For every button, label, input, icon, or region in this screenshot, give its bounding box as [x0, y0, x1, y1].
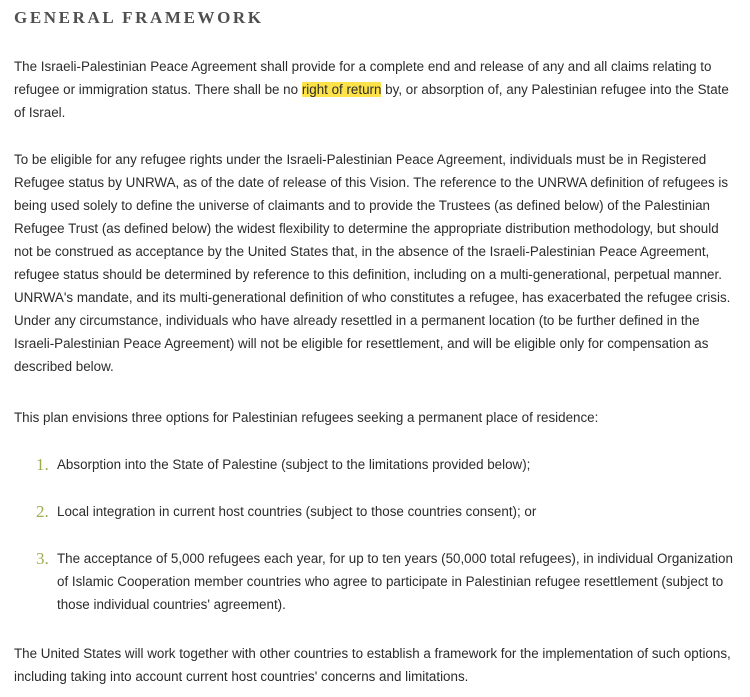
paragraph-eligibility: To be eligible for any refugee rights under the Israeli-Palestinian Peace Agreement, individuals must be in Registered Refugee status by UNRWA, as of the date of release of this Vision. The reference to the UNRWA definition of refugees is being used solely to define the universe of claimants and to provide the Trustees (as defined below) of the Palestinian Refugee Trust (as defined below) the widest flexibility to determine the appropriate distribution methodology, but should not be construed as acceptance by the United States that, in the absence of the Israeli-Palestinian Peace Agreement, refugee status should be determined by reference to this definition, including on a multi-generational, perpetual manner. UNRWA's mandate, and its multi-generational definition of who constitutes a refugee, has exacerbated the refugee crisis. Under any circumstance, individuals who have already resettled in a permanent location (to be further defined in the Israeli-Palestinian Peace Agreement) will not be eligible for resettlement, and will be eligible only for compensation as described below. — [14, 152, 731, 374]
list-number: 3. — [36, 549, 49, 568]
list-number: 2. — [36, 502, 49, 521]
paragraph-text: The Israeli-Palestinian Peace Agreement shall provide for a complete end and release of any and all claims relating to refugee or immigration status. There shall be no — [14, 59, 712, 97]
paragraph-implementation: The United States will work together with other countries to establish a framework for the implementation of such options, including taking into account current host countries' concerns and limitations. — [14, 646, 731, 684]
list-item — [36, 453, 738, 476]
paragraph-text: by, or absorption of, any Palestinian refugee into the State of Israel. — [14, 82, 729, 120]
list-item-text: Local integration in current host countries (subject to those countries consent); or — [57, 504, 537, 519]
list-item — [36, 500, 738, 523]
paragraph-no-right-of-return — [14, 55, 738, 124]
list-item-text: Absorption into the State of Palestine (subject to the limitations provided below); — [57, 457, 531, 472]
paragraph-three-options-intro: This plan envisions three options for Palestinian refugees seeking a permanent place of residence: — [14, 410, 599, 425]
section-heading: GENERAL FRAMEWORK — [14, 8, 264, 27]
highlighted-phrase: right of return — [301, 82, 382, 97]
list-item-text: The acceptance of 5,000 refugees each year, for up to ten years (50,000 total refugees), in individual Organization of Islamic Cooperation member countries who agree to participate in Palestinian refugee resettlement (subject to those individual countries' agreement). — [57, 551, 733, 612]
list-number: 1. — [36, 455, 49, 474]
list-item — [36, 547, 738, 616]
